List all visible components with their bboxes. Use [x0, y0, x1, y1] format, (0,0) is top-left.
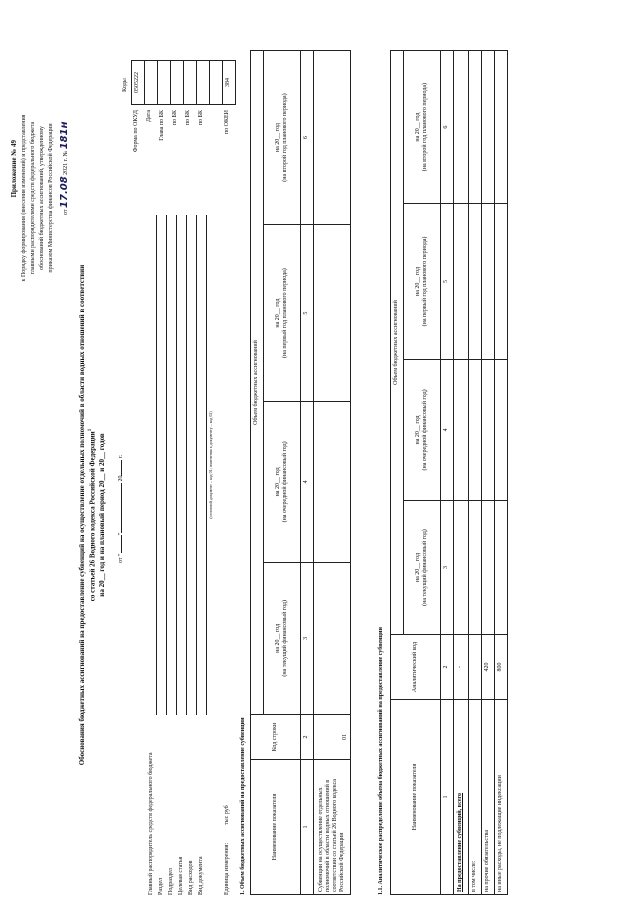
s1-num-1: 1 — [301, 760, 314, 895]
field-razdel: Раздел — [158, 878, 164, 895]
s11-row-total-code: - — [454, 635, 469, 700]
s11-row-other-v4 — [482, 51, 495, 204]
s11-row-misc-label: на иные расходы, не подлежащие индексации — [495, 700, 508, 895]
appendix-date-prefix: от — [63, 209, 69, 215]
s11-header-col-3 — [404, 204, 441, 360]
s1-row-label: Субвенции на осуществление отдельных полномочий в области водных отношений в соответствии со статьей 26 Водного кодекса Российской Федерации — [314, 760, 351, 895]
s1-header-col-3 — [264, 225, 301, 402]
s11-row-other-code: 420 — [482, 635, 495, 700]
codes-header: Коды — [122, 78, 128, 92]
s1-col1-year: на 20__ год — [274, 623, 281, 653]
field-underline-3 — [176, 215, 177, 715]
s11-col4-year: на 20__ год — [414, 112, 421, 142]
appendix-line-4: приказом Министерства финансов Российской Федерации — [48, 123, 54, 273]
code-label-okei: по ОКЕИ — [224, 110, 230, 135]
code-label-glava: Глава по БК — [159, 110, 165, 141]
field-glavny-raspor: Главный распорядитель средств федерального бюджета — [148, 752, 154, 895]
s1-col2-year: на 20__ год — [274, 467, 281, 497]
s11-row-misc-v1 — [495, 501, 508, 635]
s11-header-group: Объем бюджетных ассигнований — [391, 51, 404, 635]
s11-num-4: 4 — [441, 359, 454, 500]
s11-num-5: 5 — [441, 204, 454, 360]
field-underline-2 — [166, 215, 167, 715]
s1-col2-sub: (на очередной финансовый год) — [282, 441, 288, 523]
codes-table — [131, 60, 236, 105]
unit-label: Единица измерения: — [224, 842, 230, 895]
s11-row-misc-v3 — [495, 204, 508, 360]
field-underline-6 — [206, 215, 207, 715]
s1-num-2: 2 — [301, 715, 314, 760]
s11-num-3: 3 — [441, 501, 454, 635]
doc-title-line-2-text: со статьей 26 Водного кодекса Российской Федерации — [88, 431, 97, 602]
s11-row-total-label: На предоставление субвенций, всего — [454, 700, 469, 895]
s1-col4-year: на 20__ год — [274, 123, 281, 153]
s11-col1-sub: (на текущий финансовый год) — [422, 529, 428, 606]
appendix-line-3: обоснований бюджетных ассигнований, утвержденному — [39, 126, 45, 270]
s11-row-misc-v2 — [495, 359, 508, 500]
s11-row-incl-code — [469, 635, 482, 700]
s11-row-total-v4 — [454, 51, 469, 204]
code-okud: 0505222 — [132, 61, 145, 105]
s11-row-other-v3 — [482, 204, 495, 360]
date-line — [118, 455, 124, 563]
field-podrazdel: Подраздел — [168, 868, 174, 895]
date-prefix: от " — [118, 553, 124, 563]
doc-kind-hint: (основной документ – код 01; изменения к документу – код 02) — [208, 411, 213, 519]
appendix-line-2: главными распорядителями средств федерального бюджета — [30, 121, 36, 275]
s11-num-2: 2 — [441, 635, 454, 700]
s11-header-code: Аналитический код — [391, 635, 441, 700]
s11-row-other-v2 — [482, 359, 495, 500]
field-underline-5 — [196, 215, 197, 715]
s11-row-total-v1 — [454, 501, 469, 635]
field-vid-dokumenta: Вид документа — [198, 856, 204, 895]
s1-header-name: Наименование показателя — [251, 760, 301, 895]
code-bk-3 — [197, 61, 210, 105]
section11-title: 1.1. Аналитическое распределение объема бюджетных ассигнований на предоставление субвенции — [378, 627, 384, 895]
s11-header-col-2 — [404, 359, 441, 500]
s11-row-incl-label: в том числе: — [469, 700, 482, 895]
code-empty — [210, 61, 223, 105]
s11-row-other-v1 — [482, 501, 495, 635]
appendix-title: Приложение № 49 — [10, 140, 18, 198]
s1-col3-year: на 20__ год — [274, 298, 281, 328]
s11-col3-sub: (на первый год планового периода) — [422, 236, 428, 327]
s11-col2-sub: (на очередной финансовый год) — [422, 389, 428, 471]
s11-col4-sub: (на второй год планового периода) — [422, 82, 428, 172]
appendix-line-1: к Порядку формирования (внесения изменений) и представления — [21, 114, 27, 282]
s11-header-col-4 — [404, 51, 441, 204]
appendix-date-handwritten: 17.08 — [59, 176, 70, 208]
s1-row-val-3 — [314, 225, 351, 402]
s1-num-3: 3 — [301, 562, 314, 714]
doc-title-line-1: Обоснования бюджетных ассигнований на предоставление субвенций на осуществление отдельных полномочий в области водных отношений в соответствии — [78, 264, 86, 766]
s11-row-total-v2 — [454, 359, 469, 500]
s11-row-incl-v2 — [469, 359, 482, 500]
field-underline-4 — [186, 215, 187, 715]
code-label-bk-1: по БК — [172, 110, 178, 126]
code-label-bk-3: по БК — [198, 110, 204, 126]
s1-row-val-4 — [314, 51, 351, 225]
appendix-date-year: 2021 г. № — [63, 150, 69, 175]
section11-table — [390, 50, 508, 895]
s11-col2-year: на 20__ год — [414, 415, 421, 445]
code-label-bk-2: по БК — [185, 110, 191, 126]
appendix-date-line — [59, 122, 70, 216]
s11-col3-year: на 20__ год — [414, 266, 421, 297]
s1-row-val-1 — [314, 562, 351, 714]
s11-num-1: 1 — [441, 700, 454, 895]
code-date — [145, 61, 158, 105]
code-bk-1 — [171, 61, 184, 105]
s11-num-6: 6 — [441, 51, 454, 204]
s1-num-4: 4 — [301, 402, 314, 563]
code-label-date: Дата — [146, 110, 152, 122]
s11-header-name: Наименование показателя — [391, 700, 441, 895]
s1-row-code: 01 — [314, 715, 351, 760]
s1-col3-sub: (на первый год планового периода) — [282, 268, 288, 359]
code-bk-2 — [184, 61, 197, 105]
s1-col4-sub: (на второй год планового периода) — [282, 93, 288, 182]
s11-row-misc-v4 — [495, 51, 508, 204]
doc-title-line-2 — [88, 365, 96, 665]
s11-col1-year: на 20__ год — [414, 552, 421, 583]
s1-header-col-2 — [264, 402, 301, 563]
s11-row-total-v3 — [454, 204, 469, 360]
section1-table — [250, 50, 351, 895]
date-quote: " — [118, 533, 124, 536]
code-label-okud: Форма по ОКУД — [133, 110, 139, 153]
s1-header-code: Код строки — [251, 715, 301, 760]
s11-header-col-1 — [404, 501, 441, 635]
s1-row-val-2 — [314, 402, 351, 563]
s1-header-group: Объем бюджетных ассигнований — [251, 51, 264, 715]
code-okei: 384 — [223, 61, 236, 105]
s11-row-other-label: на прочие обязательства — [482, 700, 495, 895]
s11-row-incl-v4 — [469, 51, 482, 204]
s11-row-misc-code: 800 — [495, 635, 508, 700]
code-glava — [158, 61, 171, 105]
s11-row-incl-v1 — [469, 501, 482, 635]
s1-header-col-4 — [264, 51, 301, 225]
s1-num-6: 6 — [301, 51, 314, 225]
field-vid-rashodov: Вид расходов — [188, 860, 194, 895]
s11-row-incl-v3 — [469, 204, 482, 360]
unit-value: тыс руб — [224, 805, 230, 825]
date-suffix: г. — [118, 454, 124, 459]
footnote-mark: 1 — [88, 428, 93, 432]
doc-title-line-3: на 20__ год и на плановый период 20__ и 20__ годов — [98, 433, 106, 597]
appendix-number-handwritten: 181н — [59, 121, 70, 150]
s1-header-col-1 — [264, 562, 301, 714]
s1-col1-sub: (на текущий финансовый год) — [282, 600, 288, 677]
section1-title: 1. Объем бюджетных ассигнований на предоставление субвенции — [240, 717, 246, 895]
field-underline-1 — [156, 215, 157, 715]
field-celevaya-statya: Целевая статья — [178, 856, 184, 895]
s1-num-5: 5 — [301, 225, 314, 402]
date-year: 20 — [118, 475, 124, 482]
